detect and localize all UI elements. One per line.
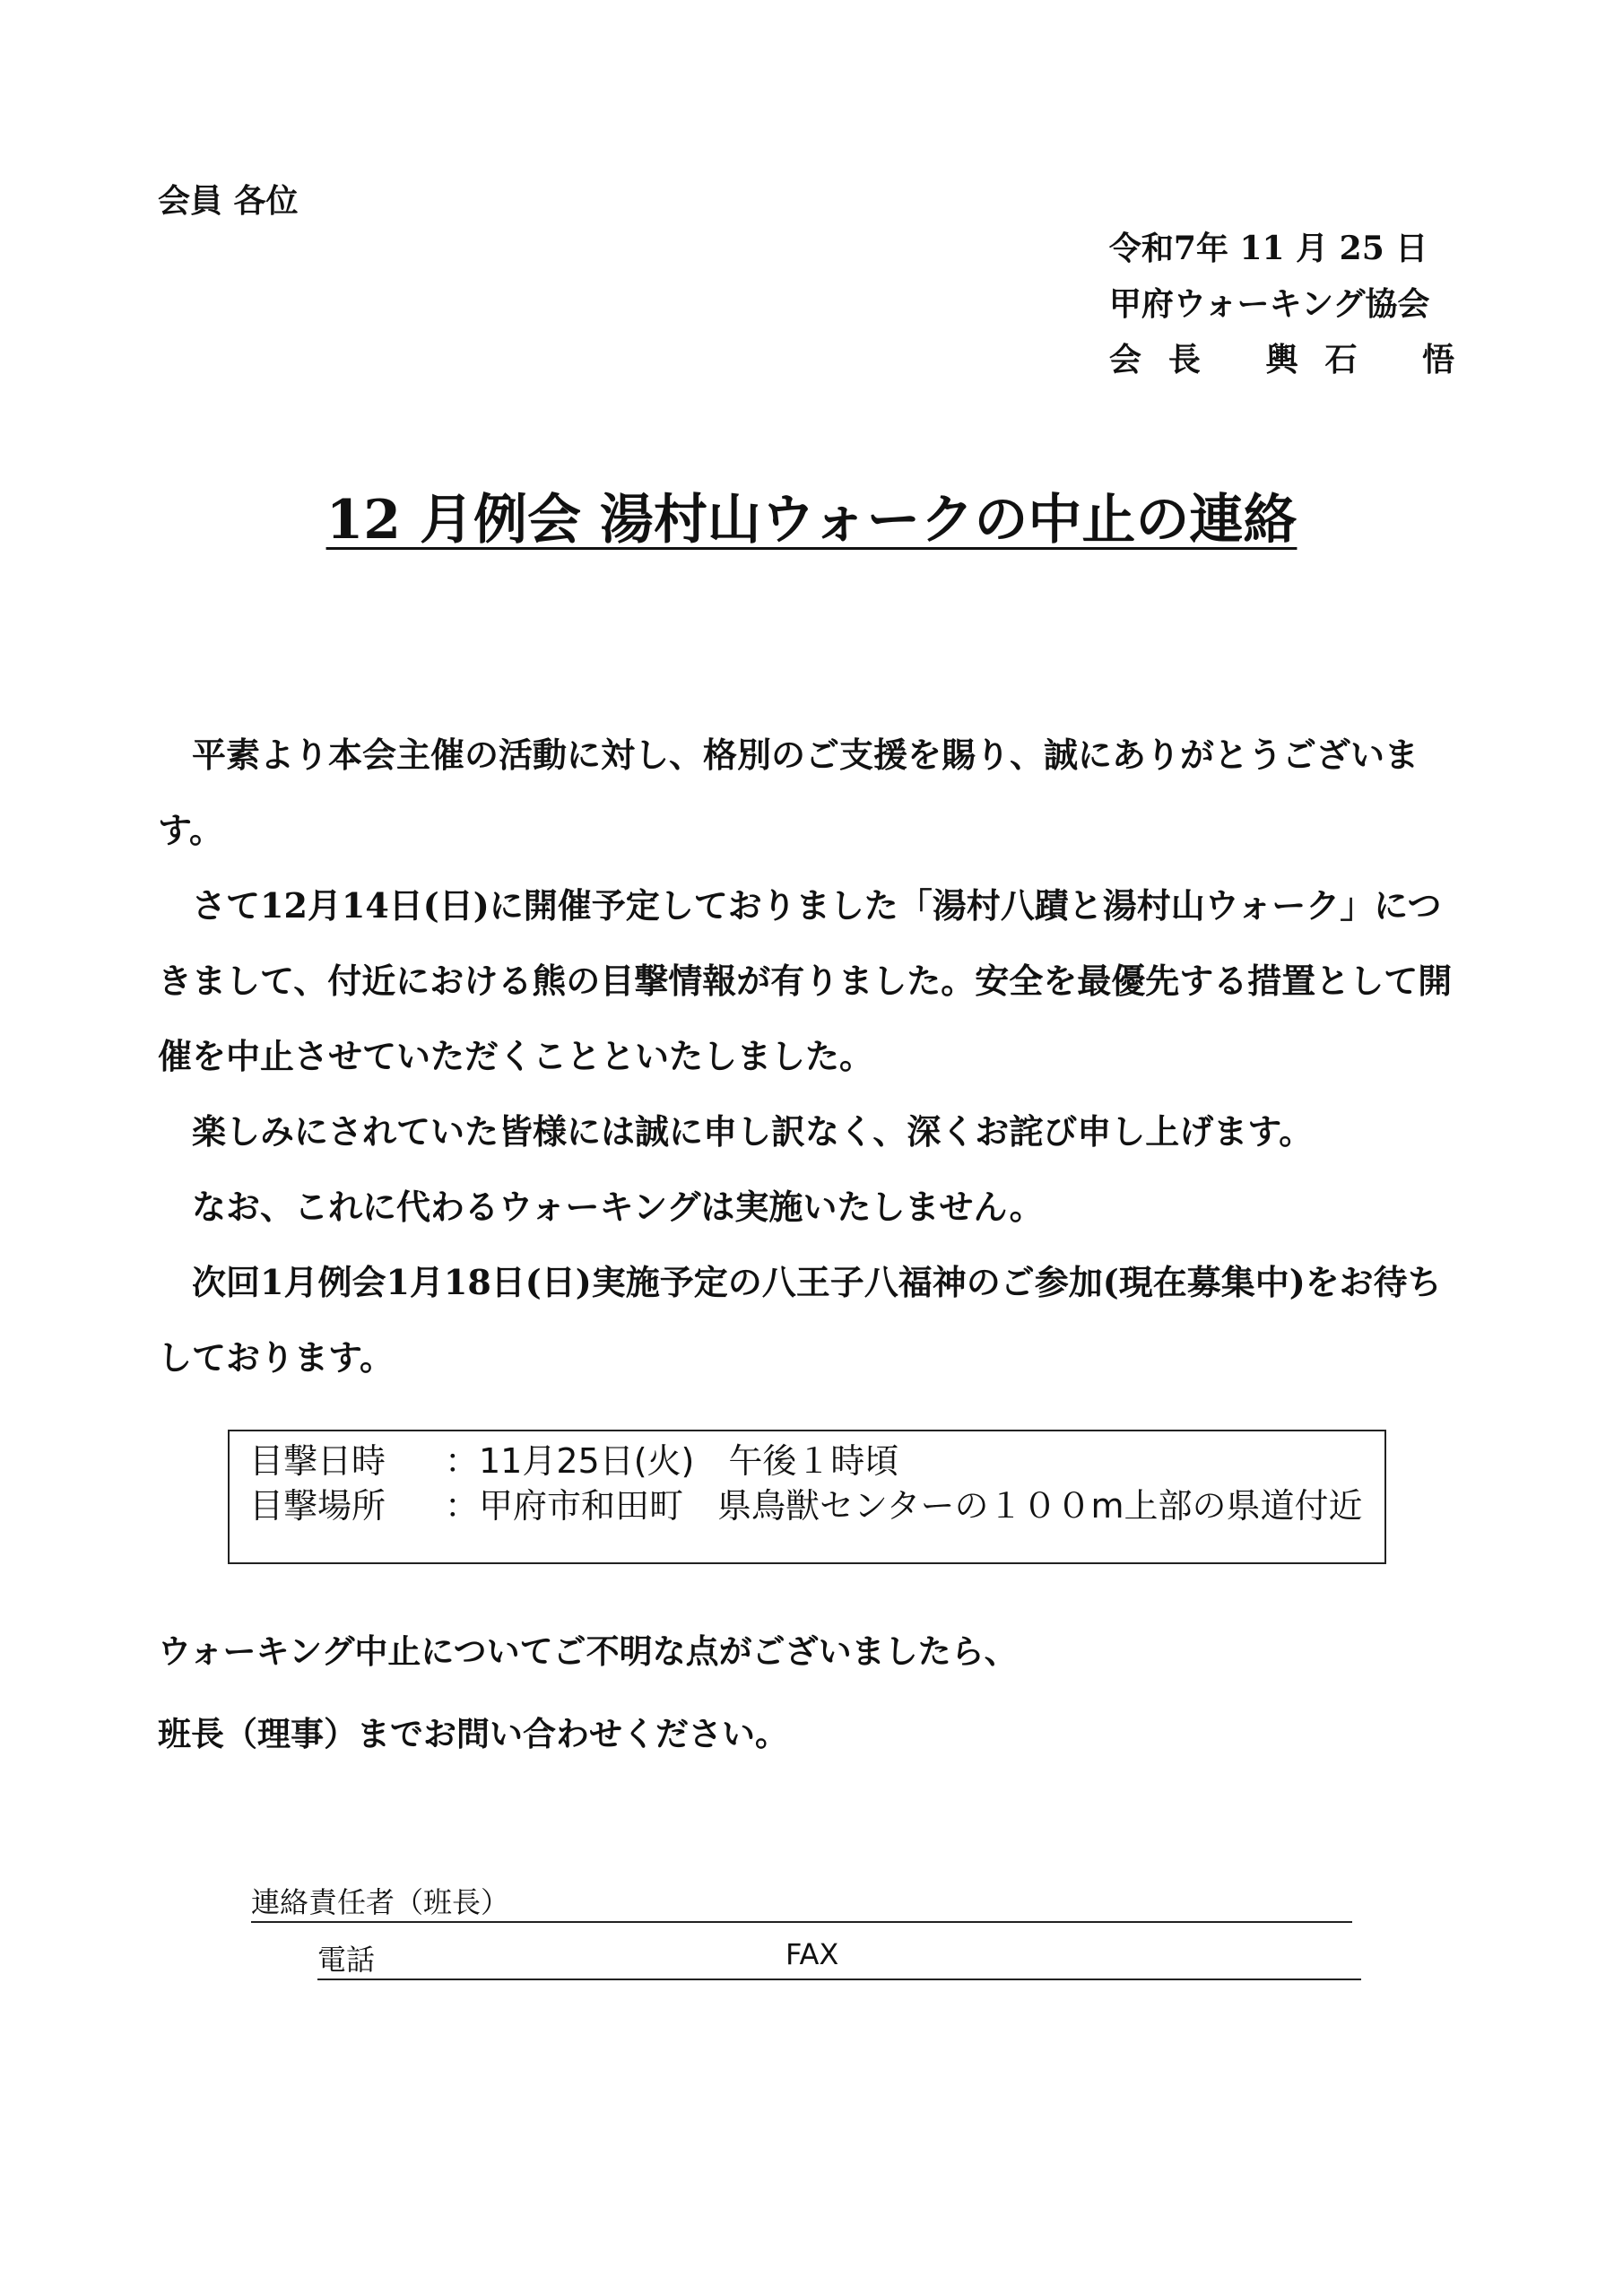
sighting-place-value: 甲府市和田町 県鳥獣センターの１００m上部の県道付近 xyxy=(479,1486,1363,1526)
contact-phone-fax-line xyxy=(317,1937,1361,1980)
sighting-datetime-value: 11月25日(火) 午後１時頃 xyxy=(479,1441,899,1481)
phone-label: 電話 xyxy=(317,1943,376,1977)
inquiry-line-1: ウォーキング中止についてご不明な点がございましたら、 xyxy=(158,1631,1018,1671)
sighting-info-box xyxy=(228,1430,1386,1564)
inquiry-line-2: 班長（理事）までお問い合わせください。 xyxy=(158,1714,788,1753)
body-paragraph-cancellation: さて12月14日(日)に開催予定しておりました「湯村八蹟と湯村山ウォーク」につきまして、付近における熊の目撃情報が有りました。安全を最優先する措置として開催を中止させていただくことといたしました。 xyxy=(158,885,1453,1076)
body-paragraph-no-replacement: なお、これに代わるウォーキングは実施いたしません。 xyxy=(158,1187,1044,1227)
sighting-datetime-row xyxy=(249,1439,1384,1483)
body-paragraph-greeting: 平素より本会主催の活動に対し、格別のご支援を賜り、誠にありがとうございます。 xyxy=(158,735,1419,850)
addressee: 会員 各位 xyxy=(158,182,299,220)
issue-date: 令和7年 11 月 25 日 xyxy=(1108,230,1428,267)
contact-heading: 連絡責任者（班長） xyxy=(251,1885,510,1919)
sighting-place-row xyxy=(249,1483,1384,1528)
organization-name: 甲府ウォーキング協会 xyxy=(1108,285,1430,323)
sighting-place-label: 目撃場所 xyxy=(249,1486,386,1526)
sighting-datetime-label: 目撃日時 xyxy=(249,1441,386,1481)
document-title xyxy=(0,477,1623,554)
president-name: 会長 輿石 悟 xyxy=(1108,341,1481,378)
sighting-datetime-separator: ： xyxy=(445,1441,480,1481)
document-title-text: 12 月例会 湯村山ウォークの中止の連絡 xyxy=(325,489,1298,552)
body-paragraph-apology: 楽しみにされていた皆様には誠に申し訳なく、深くお詫び申し上げます。 xyxy=(158,1111,1314,1152)
inquiry-text xyxy=(158,1610,1018,1775)
fax-label: FAX xyxy=(785,1937,839,1971)
sender-block xyxy=(1109,221,1481,387)
body-text xyxy=(158,718,1471,1396)
body-paragraph-next-event: 次回1月例会1月18日(日)実施予定の八王子八福神のご参加(現在募集中)をお待ちしております。 xyxy=(158,1262,1442,1378)
contact-heading-line xyxy=(251,1880,1352,1923)
sighting-place-separator: ： xyxy=(445,1486,480,1526)
